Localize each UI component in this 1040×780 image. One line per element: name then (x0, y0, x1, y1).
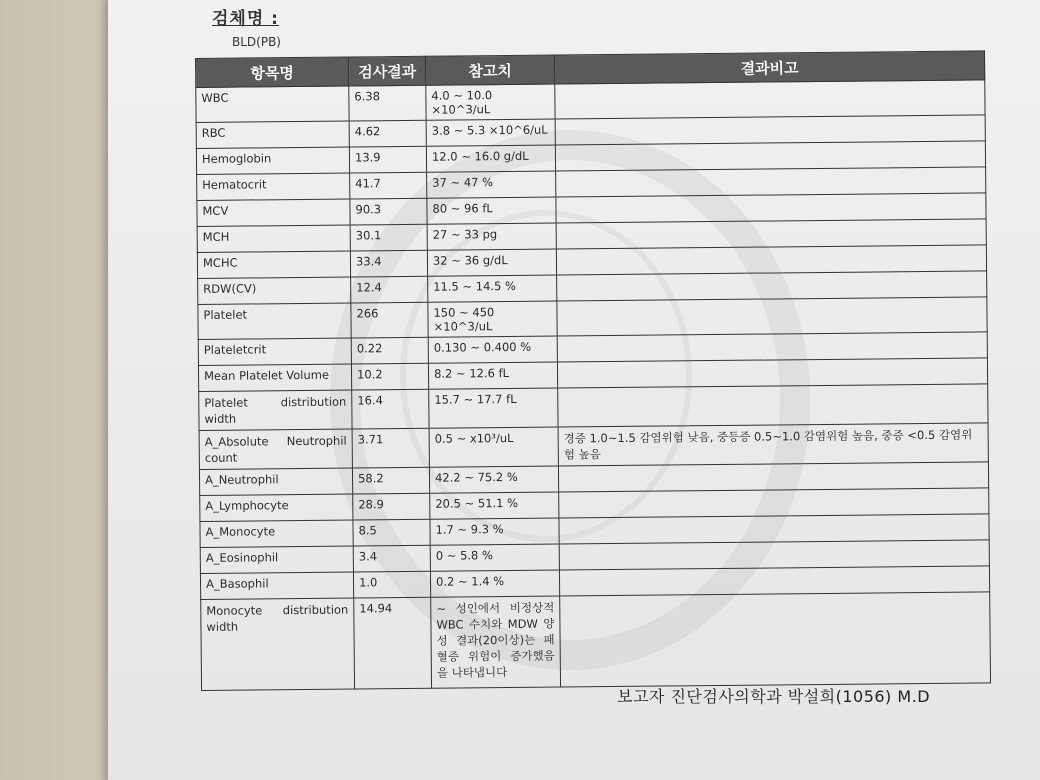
row-result-value: 12.4 (351, 276, 428, 303)
header-remark: 결과비고 (554, 51, 984, 84)
row-result-value: 10.2 (351, 363, 428, 390)
specimen-label: 검체명 : (212, 9, 279, 29)
row-result-value: 33.4 (350, 250, 427, 277)
reporter-signature: 보고자 진단검사의학과 박설희(1056) M.D (617, 687, 931, 706)
row-reference-range: 0.5 ~ x10³/uL (429, 427, 558, 467)
row-remark (558, 462, 988, 492)
row-reference-range: 11.5 ~ 14.5 % (428, 275, 557, 302)
row-reference-range: 15.7 ~ 17.7 fL (429, 388, 558, 428)
row-item-name: A_Neutrophil (199, 468, 352, 495)
row-remark (558, 384, 988, 427)
row-remark (557, 271, 987, 301)
lab-results-table (195, 50, 991, 691)
header-reference: 참고치 (425, 55, 554, 85)
header-item: 항목명 (196, 57, 349, 87)
row-result-value: 30.1 (350, 224, 427, 251)
row-result-value: 0.22 (351, 337, 428, 364)
row-remark (557, 332, 987, 362)
row-item-name: A_Lymphocyte (200, 494, 353, 521)
row-reference-range: 37 ~ 47 % (427, 171, 556, 198)
row-item-name: A_Eosinophil (200, 546, 353, 573)
row-remark (555, 115, 985, 145)
row-reference-range: 20.5 ~ 51.1 % (430, 492, 559, 519)
row-item-name: RBC (196, 121, 349, 148)
row-item-name: Monocyte distribution width (201, 598, 355, 690)
row-result-value: 28.9 (353, 493, 430, 520)
row-remark (556, 167, 986, 197)
row-reference-range: 80 ~ 96 fL (427, 197, 556, 224)
row-remark (559, 514, 989, 544)
row-result-value: 13.9 (349, 146, 426, 173)
header-result: 검사결과 (348, 56, 425, 86)
row-result-value: 6.38 (349, 85, 426, 121)
row-reference-range: 12.0 ~ 16.0 g/dL (426, 145, 555, 172)
row-reference-range: ~ 성인에서 비정상적 WBC 수치와 MDW 양성 결과(20이상)는 패혈증 위험이 증가했음을 나타냅니다 (431, 596, 561, 688)
row-item-name: MCHC (197, 251, 350, 278)
table-body (196, 80, 991, 691)
row-result-value: 41.7 (350, 172, 427, 199)
row-reference-range: 3.8 ~ 5.3 ×10^6/uL (426, 119, 555, 146)
row-result-value: 3.4 (353, 545, 430, 572)
row-item-name: MCH (197, 225, 350, 252)
row-result-value: 16.4 (352, 389, 429, 429)
row-reference-range: 1.7 ~ 9.3 % (430, 518, 559, 545)
row-reference-range: 150 ~ 450 ×10^3/uL (428, 301, 557, 337)
row-reference-range: 0 ~ 5.8 % (430, 544, 559, 571)
row-remark (556, 219, 986, 249)
row-item-name: Hematocrit (197, 173, 350, 200)
row-reference-range: 27 ~ 33 pg (427, 223, 556, 250)
row-result-value: 8.5 (353, 519, 430, 546)
row-item-name: Mean Platelet Volume (198, 364, 351, 391)
row-remark (559, 540, 989, 570)
row-item-name: Platelet (198, 303, 351, 339)
row-remark (555, 141, 985, 171)
row-result-value: 90.3 (350, 198, 427, 225)
row-remark (559, 488, 989, 518)
row-item-name: Hemoglobin (196, 147, 349, 174)
row-remark (556, 193, 986, 223)
specimen-value: BLD(PB) (232, 35, 281, 49)
row-item-name: A_Monocyte (200, 520, 353, 547)
row-remark: 경증 1.0~1.5 감염위험 낮음, 중등증 0.5~1.0 감염위험 높음, 중증 <0.5 감염위험 높음 (558, 423, 988, 466)
row-reference-range: 4.0 ~ 10.0 ×10^3/uL (426, 84, 555, 120)
row-item-name: RDW(CV) (198, 277, 351, 304)
row-remark (557, 297, 987, 336)
row-remark (556, 245, 986, 275)
row-result-value: 1.0 (353, 571, 430, 598)
row-item-name: A_Absolute Neutrophil count (199, 429, 352, 469)
row-remark (559, 566, 989, 596)
row-remark (555, 80, 985, 119)
row-remark (557, 358, 987, 388)
table-row (201, 592, 991, 691)
row-item-name: Plateletcrit (198, 338, 351, 365)
row-reference-range: 0.2 ~ 1.4 % (430, 570, 559, 597)
row-remark (560, 592, 991, 687)
row-reference-range: 0.130 ~ 0.400 % (428, 336, 557, 363)
row-reference-range: 8.2 ~ 12.6 fL (428, 362, 557, 389)
row-item-name: MCV (197, 199, 350, 226)
row-reference-range: 42.2 ~ 75.2 % (429, 466, 558, 493)
row-result-value: 4.62 (349, 120, 426, 147)
row-result-value: 3.71 (352, 428, 429, 468)
row-reference-range: 32 ~ 36 g/dL (427, 249, 556, 276)
row-item-name: WBC (196, 86, 349, 122)
row-item-name: Platelet distribution width (199, 390, 352, 430)
row-result-value: 14.94 (354, 597, 432, 689)
row-result-value: 266 (351, 302, 428, 338)
row-item-name: A_Basophil (200, 572, 353, 599)
row-result-value: 58.2 (352, 467, 429, 494)
